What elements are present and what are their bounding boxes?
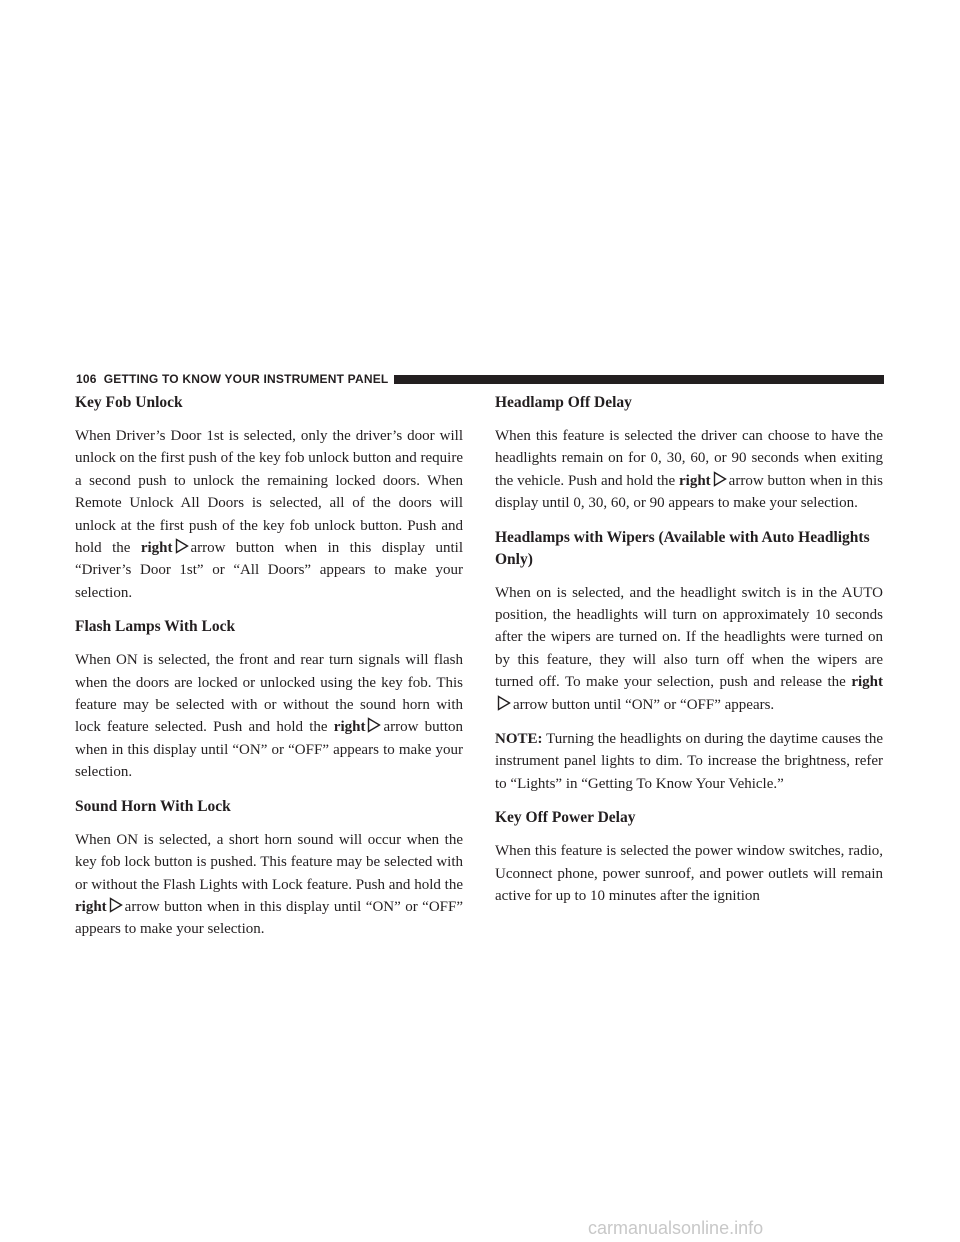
heading-headlamps-with-wipers: Headlamps with Wipers (Available with Auto Headlights Only) (495, 528, 870, 568)
watermark: carmanualsonline.info (588, 1218, 764, 1238)
keyword-right: right (851, 674, 883, 691)
section-title: GETTING TO KNOW YOUR INSTRUMENT PANEL (103, 372, 389, 386)
note-paragraph: NOTE: Turning the headlights on during the daytime causes the instrument panel lights to dim. To increase the brightness, refer to “Lights” in “Getting To Know Your Vehicle.” (495, 731, 883, 792)
page-number: 106 (76, 372, 97, 386)
right-arrow-icon (175, 538, 189, 554)
right-arrow-icon (713, 471, 727, 487)
header-rule (394, 375, 884, 384)
paragraph-key-off-power-delay: When this feature is selected the power window switches, radio, Uconnect phone, power sunroof, and power outlets will remain active for up to 10 minutes after the ignition (495, 843, 883, 905)
paragraph-sound-horn-with-lock: When ON is selected, a short horn sound will occur when the key fob lock button is pushed. This feature may be selected with or without the Flash Lights with Lock feature. Push and hold the right arrow button when in this display until “ON” or “OFF” appears to make your selection. (75, 831, 463, 938)
right-arrow-icon (497, 695, 511, 711)
right-column (495, 392, 883, 920)
heading-key-fob-unlock: Key Fob Unlock (75, 394, 183, 411)
note-label: NOTE: (495, 731, 543, 748)
paragraph-key-fob-unlock: When Driver’s Door 1st is selected, only the driver’s door will unlock on the first push of the key fob unlock button and require a second push to unlock the remaining locked doors. When Remote Unlock All Doors is selected, all of the doors will unlock at the first push of the key fob unlock button. Push and hold the right arrow button when in this display until “Driver’s Door 1st” or “All Doors” appears to make your selection. (75, 428, 464, 601)
heading-key-off-power-delay: Key Off Power Delay (495, 809, 636, 827)
right-arrow-icon (109, 897, 123, 913)
keyword-right: right (140, 540, 173, 557)
right-arrow-icon (367, 717, 381, 733)
heading-headlamp-off-delay: Headlamp Off Delay (495, 394, 632, 411)
heading-flash-lamps-with-lock: Flash Lamps With Lock (75, 618, 236, 636)
keyword-right: right (679, 472, 711, 489)
left-column (75, 392, 463, 953)
paragraph-flash-lamps-with-lock: When ON is selected, the front and rear turn signals will flash when the doors are locked or unlocked using the key fob. This feature may be selected with or without the sound horn with lock feature selected. Push and hold the right arrow button when in this display until “ON” or “OFF” appears to make your selection. (75, 652, 463, 781)
paragraph-headlamp-off-delay: When this feature is selected the driver can choose to have the headlights remain on for 0, 30, 60, or 90 seconds when exiting the vehicle. Push and hold the right arrow button when in this display until 0, 30, 60, or 90 appears to make your selection. (495, 428, 883, 512)
page-header (76, 371, 884, 387)
heading-sound-horn-with-lock: Sound Horn With Lock (75, 797, 231, 815)
paragraph-headlamps-with-wipers: When on is selected, and the headlight switch is in the AUTO position, the headlights will turn on approximately 10 seconds after the wipers are turned on. If the headlights were turned on by this feature, they will also turn off when the wipers are turned off. To make your selection, push and release the rightarrow button until “ON” or “OFF” appears. (495, 584, 883, 713)
keyword-right: right (333, 719, 366, 736)
keyword-right: right (75, 898, 107, 915)
page-header-text (76, 372, 388, 386)
